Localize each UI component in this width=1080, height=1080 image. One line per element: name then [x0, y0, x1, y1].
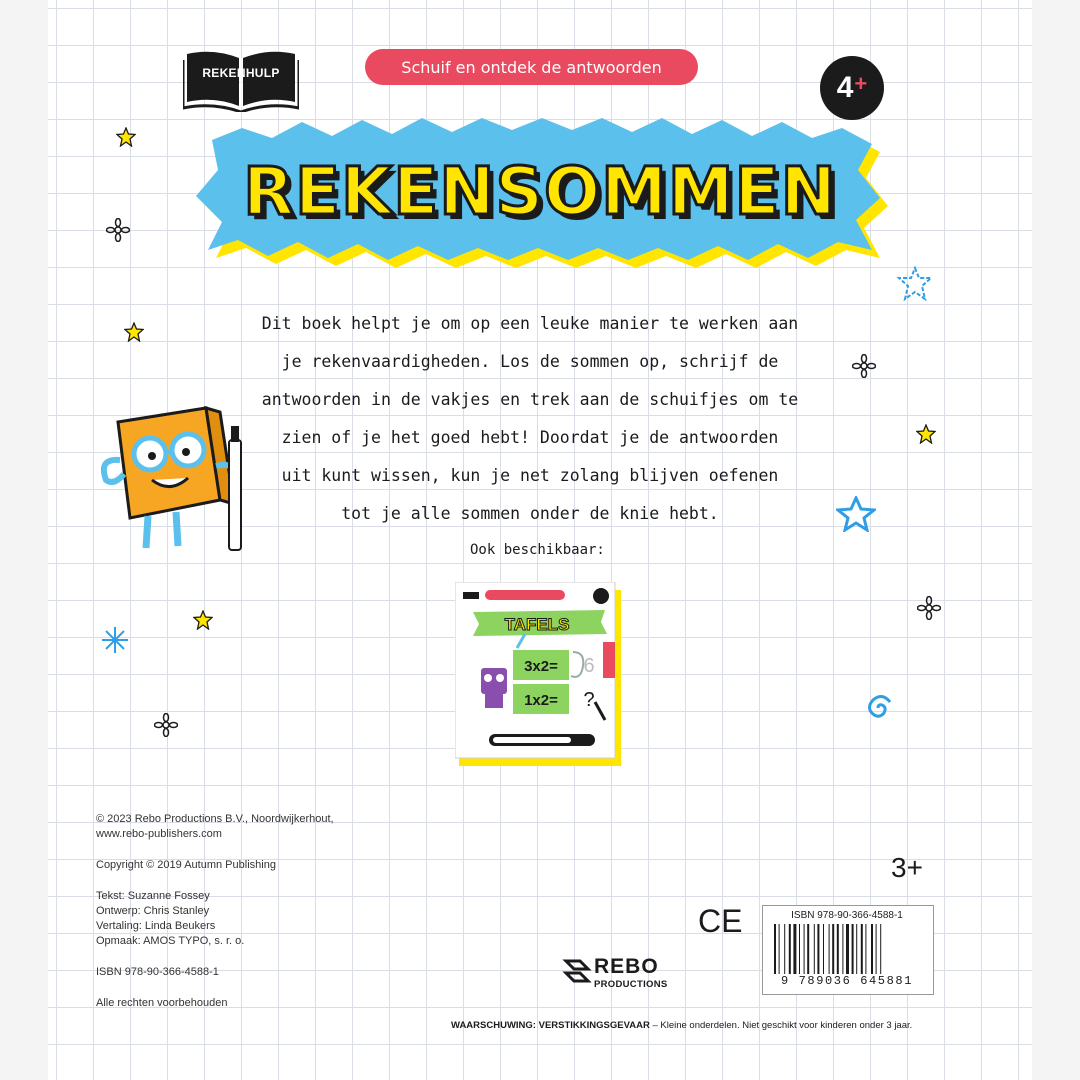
- barcode-bar: [871, 924, 873, 974]
- flower-icon: [154, 713, 178, 737]
- barcode-bar: [846, 924, 849, 974]
- credits-block: [96, 812, 396, 1011]
- website-text: www.rebo-publishers.com: [96, 828, 222, 840]
- credit-layout: Opmaak: AMOS TYPO, s. r. o.: [96, 935, 245, 947]
- barcode-bar: [804, 924, 805, 974]
- publisher-name: REBO: [594, 955, 659, 978]
- also-available-label: Ook beschikbaar:: [470, 542, 605, 558]
- star-icon: [193, 610, 213, 630]
- barcode-bar: [837, 924, 839, 974]
- age-badge: [820, 56, 884, 120]
- barcode-bar: [774, 924, 776, 974]
- warning-rest: – Kleine onderdelen. Niet geschikt voor kinderen onder 3 jaar.: [649, 1020, 913, 1031]
- flower-icon: [917, 596, 941, 620]
- description-line: Dit boek helpt je om op een leuke manier te werken aan: [261, 314, 799, 333]
- credit-design: Ontwerp: Chris Stanley: [96, 905, 210, 917]
- flower-icon: [852, 354, 876, 378]
- mini-book-question: ?: [583, 689, 595, 711]
- credit-translation: Vertaling: Linda Beukers: [96, 920, 216, 932]
- star-icon: [124, 322, 144, 342]
- mini-book-eq1: 3x2=: [524, 658, 558, 675]
- mini-book-title: TAFELS: [504, 615, 570, 634]
- barcode-bar: [876, 924, 877, 974]
- credit-text: Tekst: Suzanne Fossey: [96, 890, 210, 902]
- description-line: zien of je het goed hebt! Doordat je de antwoorden: [281, 428, 779, 447]
- description-line: antwoorden in de vakjes en trek aan de schuifjes om te: [261, 390, 799, 409]
- barcode-bar: [807, 924, 809, 974]
- series-logo-label: REKENHULP: [202, 66, 280, 80]
- barcode-bar: [779, 924, 780, 974]
- age-badge-value: 4: [836, 71, 854, 104]
- barcode-bars: [772, 924, 922, 974]
- copyright-original: Copyright © 2019 Autumn Publishing: [96, 859, 276, 871]
- book-description: [250, 305, 810, 533]
- publisher-sub: PRODUCTIONS: [594, 979, 668, 990]
- star-icon: [116, 127, 136, 147]
- flower-icon: [106, 218, 130, 242]
- barcode-bar: [817, 924, 819, 974]
- book-title: REKENSOMMEN: [243, 153, 837, 230]
- description-line: tot je alle sommen onder de knie hebt.: [341, 504, 719, 523]
- star-icon: [916, 424, 936, 444]
- ce-mark: [698, 900, 748, 940]
- blue-outline-star-icon: [896, 266, 934, 302]
- rights-text: Alle rechten voorbehouden: [96, 997, 228, 1009]
- barcode-bar: [799, 924, 800, 974]
- blue-star-icon: [836, 496, 876, 532]
- barcode-bar: [880, 924, 881, 974]
- barcode-bar: [789, 924, 791, 974]
- description-line: uit kunt wissen, kun je net zolang blijven oefenen: [281, 466, 779, 485]
- age-badge-plus: +: [854, 71, 868, 96]
- barcode-bar: [861, 924, 863, 974]
- spiral-icon: [862, 690, 894, 724]
- barcode-isbn-label: ISBN 978-90-366-4588-1: [791, 910, 903, 921]
- copyright-rebo: © 2023 Rebo Productions B.V., Noordwijkerhout,: [96, 813, 334, 825]
- sparkle-icon: [100, 625, 130, 655]
- mascot-eraser-character: [96, 400, 256, 560]
- credit-isbn: ISBN 978-90-366-4588-1: [96, 966, 219, 978]
- barcode-bar: [832, 924, 834, 974]
- barcode-bar: [856, 924, 857, 974]
- barcode-bar: [823, 924, 824, 974]
- barcode-digits: 9 789036 645881: [780, 974, 914, 988]
- choking-warning: [451, 1020, 951, 1031]
- mini-book-answer: 6: [583, 655, 595, 677]
- mini-book-eq2: 1x2=: [524, 692, 558, 709]
- barcode-bar: [842, 924, 843, 974]
- ce-mark-text: CE: [698, 903, 743, 939]
- age-warning-label: 3+: [891, 852, 923, 883]
- barcode-bar: [814, 924, 815, 974]
- rebo-logo-icon: [562, 955, 592, 991]
- description-line: je rekenvaardigheden. Los de sommen op, schrijf de: [281, 352, 779, 371]
- barcode-bar: [784, 924, 785, 974]
- related-book-cover: [455, 582, 623, 767]
- barcode-bar: [852, 924, 854, 974]
- barcode-bar: [793, 924, 796, 974]
- warning-bold: WAARSCHUWING: VERSTIKKINGSGEVAAR: [451, 1020, 650, 1031]
- barcode-bar: [829, 924, 830, 974]
- tagline-pill: Schuif en ontdek de antwoorden: [365, 49, 698, 85]
- barcode-bar: [865, 924, 866, 974]
